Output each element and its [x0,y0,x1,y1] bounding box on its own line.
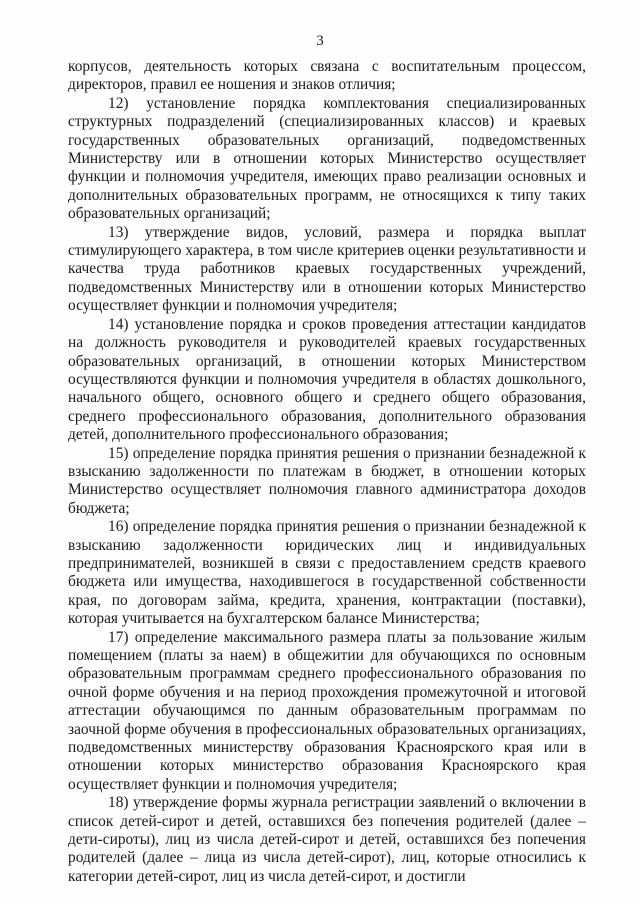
paragraph-continuation: корпусов, деятельность которых связана с воспитательным процессом, директоров, правил ее ношения и знаков отличия; [68,58,586,94]
paragraph-item-17: 17) определение максимального размера платы за пользование жилым помещением (платы за наем) в общежитии для обучающихся по основным образовательным программам среднего профессионального образования по очной форме обучения и на период прохождения промежуточной и итоговой аттестации обучающимся по данным образовательным программам по заочной форме обучения в профессиональных образовательных организациях, подведомственных министерству образования Красноярского края или в отношении которых министерство образования Красноярского края осуществляет функции и полномочия учредителя; [68,628,586,793]
paragraph-item-13: 13) утверждение видов, условий, размера и порядка выплат стимулирующего характера, в том числе критериев оценки результативности и качества труда работников краевых государственных учреждений, подведомственных Министерству или в отношении которых Министерство осуществляет функции и полномочия учредителя; [68,223,586,315]
paragraph-item-14: 14) установление порядка и сроков проведения аттестации кандидатов на должность руководителя и руководителей краевых государственных образовательных организаций, в отношении которых Министерством осуществляются функции и полномочия учредителя в областях дошкольного, начального общего, основного общего и среднего общего образования, среднего профессионального образования, дополнительного образования детей, дополнительного профессионального образования; [68,315,586,444]
paragraph-item-12: 12) установление порядка комплектования специализированных структурных подразделений (специализированных классов) и краевых государственных образовательных организаций, подведомственных Министерству или в отношении которых Министерство осуществляет функции и полномочия учредителя, имеющих право реализации основных и дополнительных образовательных программ, не относящихся к типу таких образовательных организаций; [68,94,586,223]
paragraph-item-15: 15) определение порядка принятия решения о признании безнадежной к взысканию задолженности по платежам в бюджет, в отношении которых Министерство осуществляет полномочия главного администратора доходов бюджета; [68,444,586,517]
document-body [68,58,586,886]
paragraph-item-18: 18) утверждение формы журнала регистрации заявлений о включении в список детей-сирот и детей, оставшихся без попечения родителей (далее – дети-сироты), лиц из числа детей-сирот и детей, оставшихся без попечения родителей (далее – лица из числа детей-сирот), лиц, которые относились к категории детей-сирот, лиц из числа детей-сирот, и достигли [68,794,586,885]
page-number: 3 [316,33,324,49]
paragraph-item-16: 16) определение порядка принятия решения о признании безнадежной к взысканию задолженности юридических лиц и индивидуальных предпринимателей, возникшей в связи с предоставлением средств краевого бюджета или имущества, находившегося в государственной собственности края, по договорам займа, кредита, хранения, контрактации (поставки), которая учитывается на бухгалтерском балансе Министерства; [68,518,586,628]
